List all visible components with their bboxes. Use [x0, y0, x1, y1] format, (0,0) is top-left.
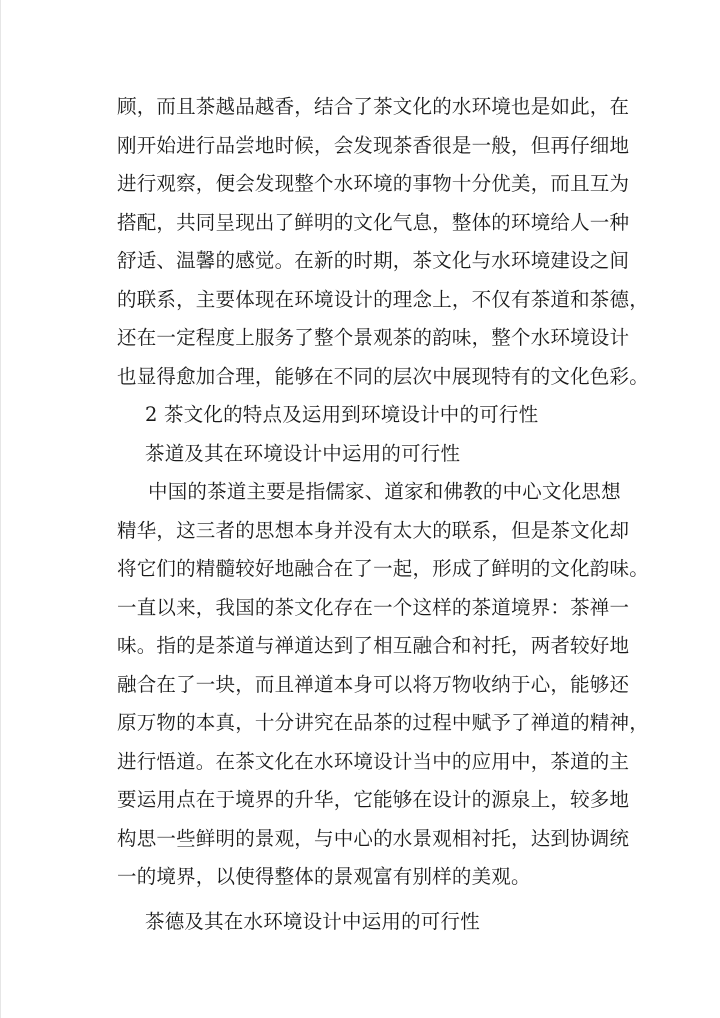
paragraph-line: 一直以来，我国的茶文化存在一个这样的茶道境界：茶禅一 — [117, 595, 630, 619]
paragraph-line: 进行观察，便会发现整个水环境的事物十分优美，而且互为 — [117, 172, 630, 195]
paragraph-line: 还在一定程度上服务了整个景观茶的韵味，整个水环境设计 — [117, 326, 630, 349]
paragraph-line: 中国的茶道主要是指儒家、道家和佛教的中心文化思想 — [148, 480, 621, 503]
paragraph-line: 一的境界，以使得整体的景观富有别样的美观。 — [117, 865, 531, 888]
paragraph-line: 原万物的本真，十分讲究在品茶的过程中赋予了禅道的精神， — [117, 711, 649, 734]
paragraph-line: 味。指的是茶道与禅道达到了相互融合和衬托，两者较好地 — [117, 634, 630, 657]
paragraph-line: 也显得愈加合理，能够在不同的层次中展现特有的文化色彩。 — [117, 364, 649, 388]
paragraph-line: 构思一些鲜明的景观，与中心的水景观相衬托，达到协调统 — [117, 826, 630, 850]
subheading: 茶德及其在水环境设计中运用的可行性 — [145, 909, 480, 933]
paragraph-line: 的联系，主要体现在环境设计的理念上，不仅有茶道和茶德， — [117, 287, 649, 311]
paragraph-line: 要运用点在于境界的升华，它能够在设计的源泉上，较多地 — [117, 788, 630, 811]
paragraph-line: 进行悟道。在茶文化在水环境设计当中的应用中，茶道的主 — [117, 749, 630, 773]
paragraph-line: 刚开始进行品尝地时候，会发现茶香很是一般，但再仔细地 — [117, 133, 630, 157]
document-body — [117, 88, 649, 941]
paragraph-line: 顾，而且茶越品越香，结合了茶文化的水环境也是如此，在 — [117, 95, 630, 118]
subheading: 茶道及其在环境设计中运用的可行性 — [145, 441, 461, 465]
paragraph-line: 精华，这三者的思想本身并没有太大的联系，但是茶文化却 — [117, 518, 630, 542]
section-heading: 2 茶文化的特点及运用到环境设计中的可行性 — [145, 403, 539, 426]
paragraph-line: 搭配，共同呈现出了鲜明的文化气息，整体的环境给人一种 — [117, 210, 630, 234]
paragraph-line: 舒适、温馨的感觉。在新的时期，茶文化与水环境建设之间 — [117, 249, 630, 272]
paragraph-line: 融合在了一块，而且禅道本身可以将万物收纳于心，能够还 — [117, 672, 630, 696]
paragraph-line: 将它们的精髓较好地融合在了一起，形成了鲜明的文化韵味。 — [117, 557, 649, 580]
